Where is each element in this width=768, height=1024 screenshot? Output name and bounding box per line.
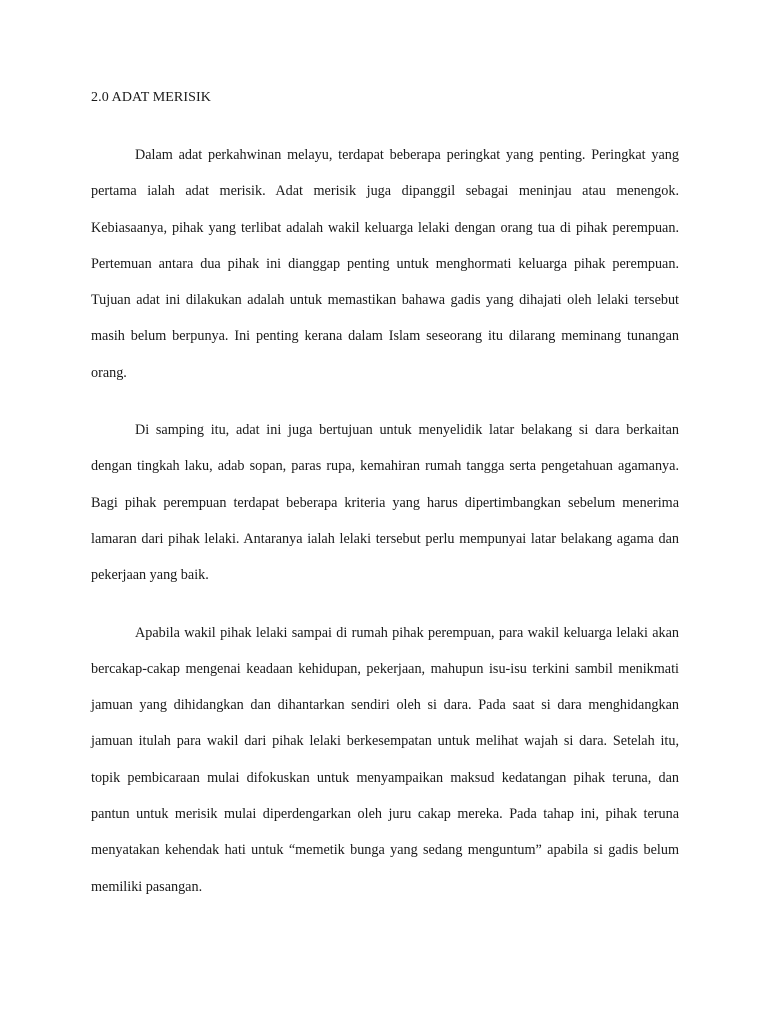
paragraph-2: Di samping itu, adat ini juga bertujuan untuk menyelidik latar belakang si dara berkaitan dengan tingkah laku, adab sopan, paras rupa, kemahiran rumah tangga serta pengetahuan agamanya. Bagi pihak perempuan terdapat beberapa kriteria yang harus dipertimbangkan sebelum menerima lamaran dari pihak lelaki. Antaranya ialah lelaki tersebut perlu mempunyai latar belakang agama dan pekerjaan yang baik. — [91, 422, 679, 584]
paragraph-3: Apabila wakil pihak lelaki sampai di rumah pihak perempuan, para wakil keluarga lelaki akan bercakap-cakap mengenai keadaan kehidupan, pekerjaan, mahupun isu-isu terkini sambil menikmati jamuan yang dihidangkan dan dihantarkan sendiri oleh si dara. Pada saat si dara menghidangkan jamuan itulah para wakil dari pihak lelaki berkesempatan untuk melihat wajah si dara. Setelah itu, topik pembicaraan mulai difokuskan untuk menyampaikan maksud kedatangan pihak teruna, dan pantun untuk merisik mulai diperdengarkan oleh juru cakap mereka. Pada tahap ini, pihak teruna menyatakan kehendak hati untuk “memetik bunga yang sedang menguntum” apabila si gadis belum memiliki pasangan. — [91, 624, 679, 895]
paragraph-1: Dalam adat perkahwinan melayu, terdapat beberapa peringkat yang penting. Peringkat yang pertama ialah adat merisik. Adat merisik juga dipanggil sebagai meninjau atau menengok. Kebiasaanya, pihak yang terlibat adalah wakil keluarga lelaki dengan orang tua di pihak perempuan. Pertemuan antara dua pihak ini dianggap penting untuk menghormati keluarga pihak perempuan. Tujuan adat ini dilakukan adalah untuk memastikan bahawa gadis yang dihajati oleh lelaki tersebut masih belum berpunya. Ini penting kerana dalam Islam seseorang itu dilarang meminang tunangan orang. — [91, 147, 679, 381]
section-heading: 2.0 ADAT MERISIK — [91, 90, 211, 105]
document-page — [91, 88, 679, 905]
